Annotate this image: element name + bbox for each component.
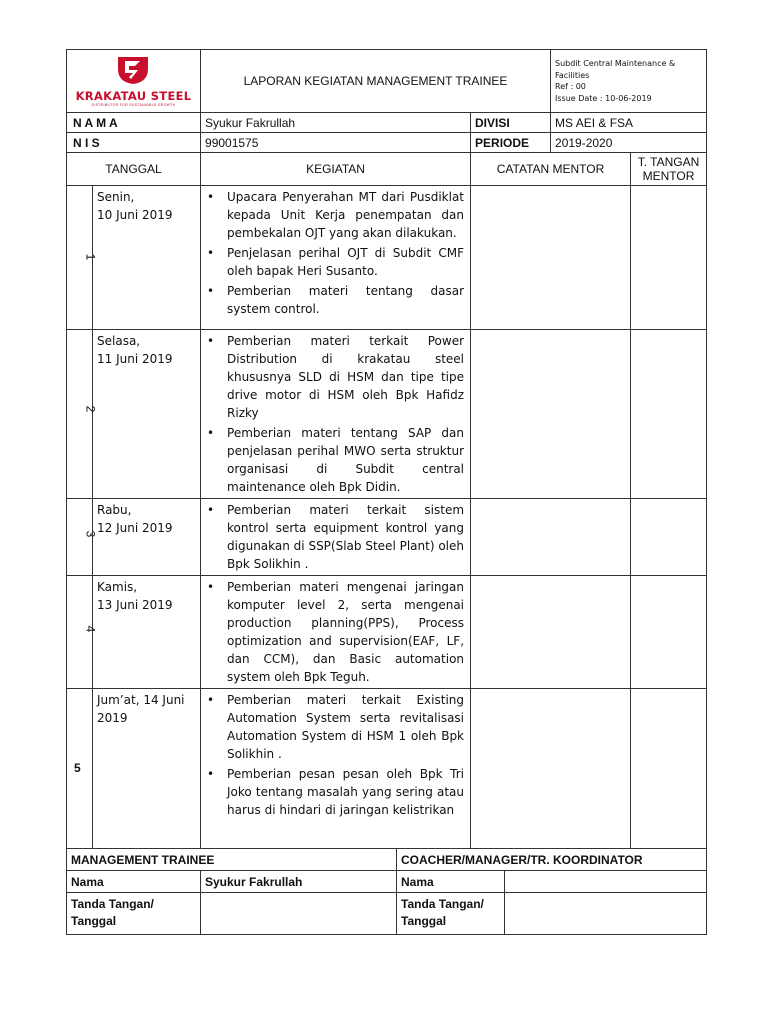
activity-item: • Pemberian materi mengenai jaringan komputer level 2, serta mengenai production planning(PPS), Process optimization and supervision(EAF, LF, dan CCM), dan Basic automation system oleh Bpk Teguh. [227,578,464,686]
row-number: 1 [67,186,93,330]
reference: Ref : 00 [555,82,586,91]
col-kegiatan: KEGIATAN [201,153,471,186]
trainee-signature-field[interactable] [201,893,397,935]
signature-table [66,848,707,935]
nama-label: N A M A [67,113,201,133]
mentor-note-cell[interactable] [471,576,631,689]
column-headers [67,153,707,186]
activity-item: • Penjelasan perihal OJT di Subdit CMF oleh bapak Heri Susanto. [227,244,464,280]
activity-item: • Upacara Penyerahan MT dari Pusdiklat kepada Unit Kerja penempatan dan pembekalan OJT yang akan dilakukan. [227,188,464,242]
row-number: 3 [67,499,93,576]
coach-nama-label: Nama [397,871,505,893]
logo-cell [67,50,201,113]
periode-value: 2019-2020 [551,133,707,153]
trainee-name: Syukur Fakrullah [201,871,397,893]
activity-row-3 [67,499,707,576]
mentor-note-cell[interactable] [471,330,631,499]
col-catatan-mentor: CATATAN MENTOR [471,153,631,186]
form-header [66,49,707,113]
activity-table [66,112,707,849]
logo-subtext: DISTRIBUTOR FOR SUSTAINABLE GROWTH [91,103,176,107]
document-title: LAPORAN KEGIATAN MANAGEMENT TRAINEE [201,50,551,113]
row-activities [201,499,471,576]
divisi-label: DIVISI [471,113,551,133]
mentor-signature-cell[interactable] [631,499,707,576]
activity-row-1 [67,186,707,330]
row-number: 5 [67,689,93,849]
signature-headings [67,849,707,871]
mentor-note-cell[interactable] [471,499,631,576]
row-date: Rabu, 12 Juni 2019 [93,499,201,576]
nama-row [67,113,707,133]
row-activities [201,689,471,849]
activity-item: • Pemberian materi terkait Power Distribution di krakatau steel khususnya SLD di HSM dan tipe tipe drive motor di HSM oleh Bpk Hafidz Rizky [227,332,464,422]
row-number: 4 [67,576,93,689]
activity-item: • Pemberian materi terkait sistem kontrol serta equipment kontrol yang digunakan di SSP(Slab Steel Plant) oleh Bpk Solikhin . [227,501,464,573]
mentor-note-cell[interactable] [471,186,631,330]
activity-item: • Pemberian materi tentang SAP dan penjelasan perihal MWO serta struktur organisasi di Subdit central maintenance oleh Bpk Didin. [227,424,464,496]
activity-row-4 [67,576,707,689]
mentor-note-cell[interactable] [471,689,631,849]
row-activities [201,330,471,499]
nis-label: N I S [67,133,201,153]
mentor-signature-cell[interactable] [631,689,707,849]
activity-item: • Pemberian materi tentang dasar system control. [227,282,464,318]
coach-name-field[interactable] [505,871,707,893]
activity-item: • Pemberian materi terkait Existing Automation System serta revitalisasi Automation System di HSM 1 oleh Bpk Solikhin . [227,691,464,763]
nama-value: Syukur Fakrullah [201,113,471,133]
activity-row-5 [67,689,707,849]
report-form [66,49,706,935]
row-date: Selasa, 11 Juni 2019 [93,330,201,499]
row-activities [201,576,471,689]
trainee-heading: MANAGEMENT TRAINEE [67,849,397,871]
row-date: Senin, 10 Juni 2019 [93,186,201,330]
col-tanggal: TANGGAL [67,153,201,186]
trainee-sign-label: Tanda Tangan/ Tanggal [67,893,201,935]
coach-signature-field[interactable] [505,893,707,935]
nis-row [67,133,707,153]
row-activities [201,186,471,330]
row-number: 2 [67,330,93,499]
nis-value: 99001575 [201,133,471,153]
mentor-signature-cell[interactable] [631,186,707,330]
issue-date: Issue Date : 10-06-2019 [555,93,652,103]
krakatau-steel-logo [76,55,192,107]
signature-row [67,893,707,935]
mentor-signature-cell[interactable] [631,330,707,499]
unit-name: Subdit Central Maintenance & Facilities [555,59,676,80]
row-date: Jum’at, 14 Juni 2019 [93,689,201,849]
logo-emblem-icon [116,55,150,85]
logo-text: KRAKATAU STEEL [75,89,192,103]
activity-item: • Pemberian pesan pesan oleh Bpk Tri Joko tentang masalah yang sering atau harus di hindari di jaringan kelistrikan [227,765,464,819]
row-date: Kamis, 13 Juni 2019 [93,576,201,689]
col-tanda-tangan-mentor: T. TANGAN MENTOR [631,153,707,186]
signature-names [67,871,707,893]
divisi-value: MS AEI & FSA [551,113,707,133]
periode-label: PERIODE [471,133,551,153]
mentor-signature-cell[interactable] [631,576,707,689]
coach-sign-label: Tanda Tangan/ Tanggal [397,893,505,935]
trainee-nama-label: Nama [67,871,201,893]
coach-heading: COACHER/MANAGER/TR. KOORDINATOR [397,849,707,871]
document-meta [551,50,707,113]
activity-row-2 [67,330,707,499]
